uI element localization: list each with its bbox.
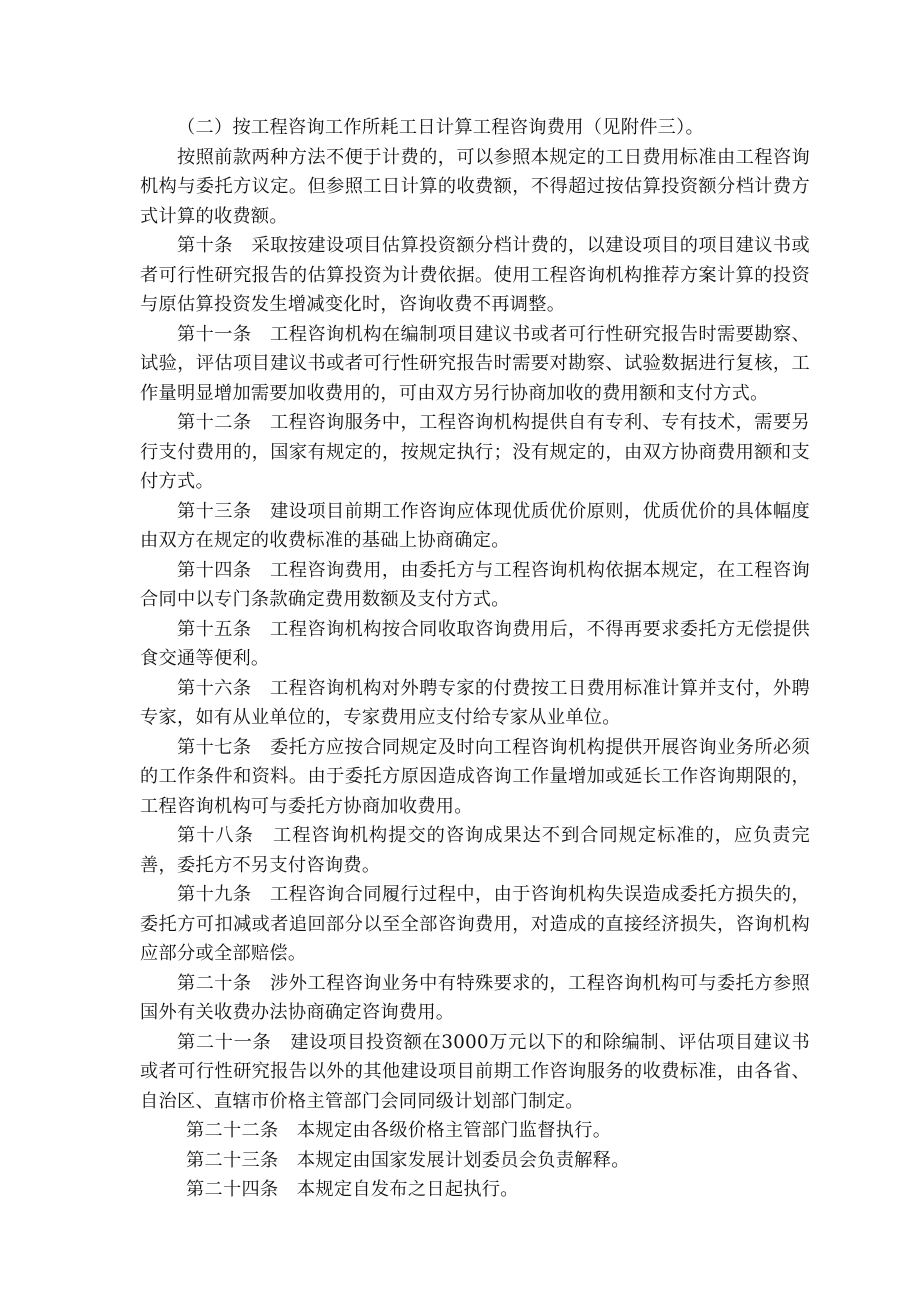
paragraph-article-19: 第十九条 工程咨询合同履行过程中，由于咨询机构失误造成委托方损失的，委托方可扣减或者追回部分以至全部咨询费用，对造成的直接经济损失，咨询机构应部分或全部赔偿。	[140, 884, 810, 964]
document-body	[140, 113, 810, 1205]
paragraph-item-two-method: （二）按工程咨询工作所耗工日计算工程咨询费用（见附件三）。	[177, 117, 705, 138]
paragraph-article-22: 第二十二条 本规定由各级价格主管部门监督执行。	[186, 1120, 612, 1141]
paragraph-article-15: 第十五条 工程咨询机构按合同收取咨询费用后，不得再要求委托方无偿提供食交通等便利。	[140, 618, 810, 669]
paragraph-article-20: 第二十条 涉外工程咨询业务中有特殊要求的，工程咨询机构可与委托方参照国外有关收费办法协商确定咨询费用。	[140, 972, 810, 1023]
paragraph-article-24: 第二十四条 本规定自发布之日起执行。	[186, 1179, 519, 1200]
paragraph-article-14: 第十四条 工程咨询费用，由委托方与工程咨询机构依据本规定，在工程咨询合同中以专门条款确定费用数额及支付方式。	[140, 559, 810, 610]
paragraph-article-10: 第十条 采取按建设项目估算投资额分档计费的，以建设项目的项目建议书或者可行性研究报告的估算投资为计费依据。使用工程咨询机构推荐方案计算的投资与原估算投资发生增减变化时，咨询收费不再调整。	[140, 235, 810, 315]
paragraph-article-23: 第二十三条 本规定由国家发展计划委员会负责解释。	[186, 1149, 630, 1171]
paragraph-article-12: 第十二条 工程咨询服务中，工程咨询机构提供自有专利、专有技术，需要另行支付费用的，国家有规定的，按规定执行；没有规定的，由双方协商费用额和支付方式。	[140, 412, 810, 492]
paragraph-article-16: 第十六条 工程咨询机构对外聘专家的付费按工日费用标准计算并支付，外聘专家，如有从业单位的，专家费用应支付给专家从业单位。	[140, 677, 810, 728]
paragraph-article-18: 第十八条 工程咨询机构提交的咨询成果达不到合同规定标准的，应负责完善，委托方不另支付咨询费。	[140, 825, 810, 876]
paragraph-article-13: 第十三条 建设项目前期工作咨询应体现优质优价原则，优质优价的具体幅度由双方在规定的收费标准的基础上协商确定。	[140, 500, 810, 551]
paragraph-negotiated-fee: 按照前款两种方法不便于计费的，可以参照本规定的工日费用标准由工程咨询机构与委托方议定。但参照工日计算的收费额，不得超过按估算投资额分档计费方式计算的收费额。	[140, 146, 810, 227]
paragraph-article-17: 第十七条 委托方应按合同规定及时向工程咨询机构提供开展咨询业务所必须的工作条件和资料。由于委托方原因造成咨询工作量增加或延长工作咨询期限的，工程咨询机构可与委托方协商加收费用。	[140, 736, 810, 817]
paragraph-article-11: 第十一条 工程咨询机构在编制项目建议书或者可行性研究报告时需要勘察、试验，评估项目建议书或者可行性研究报告时需要对勘察、试验数据进行复核，工作量明显增加需要加收费用的，可由双方另行协商加收的费用额和支付方式。	[140, 323, 810, 404]
paragraph-article-21: 第二十一条 建设项目投资额在3000万元以下的和除编制、评估项目建议书或者可行性研究报告以外的其他建设项目前期工作咨询服务的收费标准，由各省、自治区、直辖市价格主管部门会同同级计划部门制定。	[140, 1031, 810, 1112]
